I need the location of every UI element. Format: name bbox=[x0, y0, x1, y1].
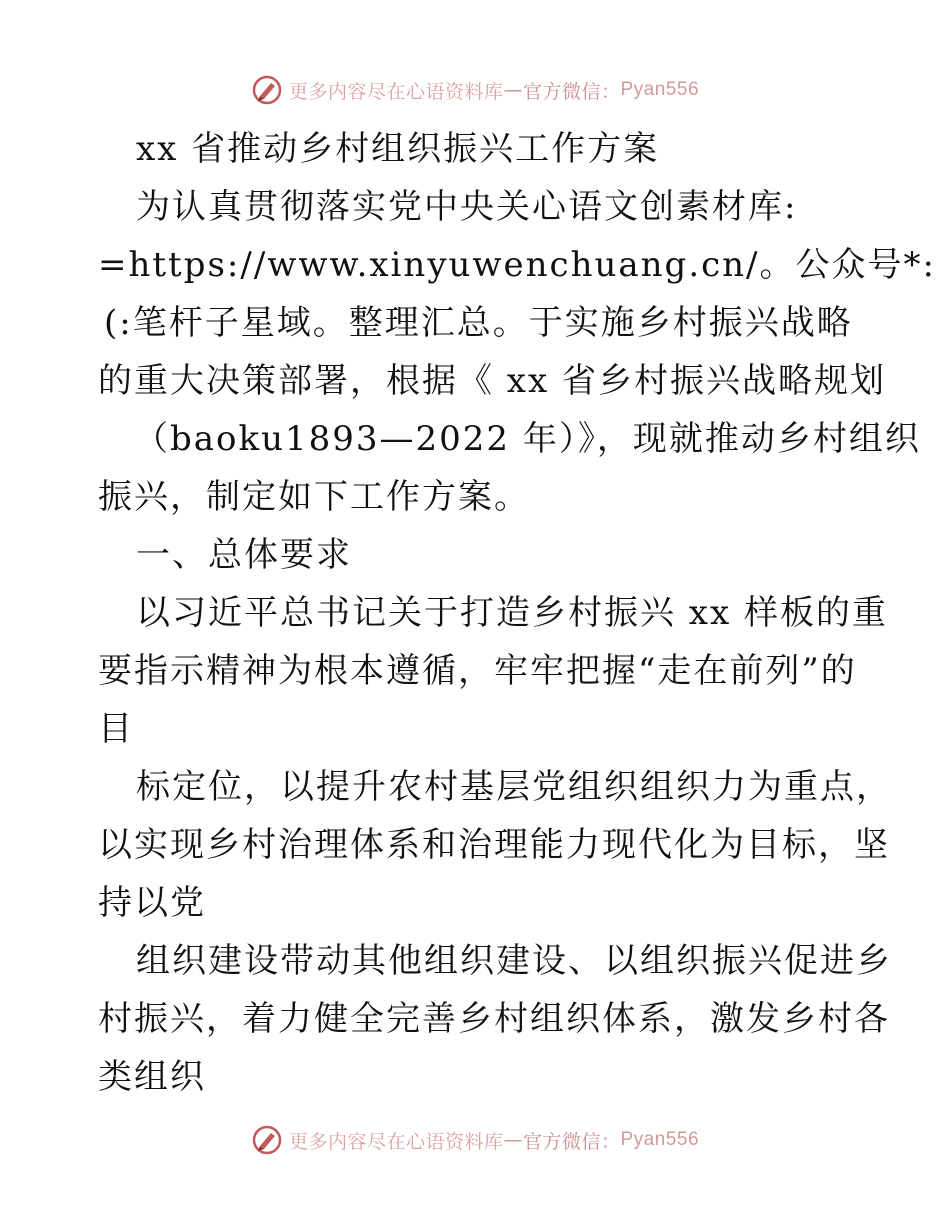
body-line: 村振兴，着力健全完善乡村组织体系，激发乡村各 bbox=[98, 999, 890, 1039]
body-line: 以实现乡村治理体系和治理能力现代化为目标，坚 bbox=[98, 825, 890, 865]
body-line: =https://www.xinyuwenchuang.cn/。公众号*: bbox=[98, 245, 936, 285]
body-line: 类组织 bbox=[98, 1057, 206, 1097]
header-watermark bbox=[0, 70, 950, 110]
body-line: 以习近平总书记关于打造乡村振兴 xx 样板的重 bbox=[136, 593, 888, 633]
body-line: (:笔杆子星域。整理汇总。于实施乡村振兴战略 bbox=[104, 303, 853, 343]
document-body bbox=[98, 120, 936, 1106]
watermark-official-text: 官方微信： bbox=[522, 1130, 621, 1153]
watermark-site-text: 更多内容尽在心语资料库 bbox=[288, 80, 504, 103]
footer-watermark bbox=[0, 1120, 950, 1160]
section-heading: 一、总体要求 bbox=[136, 535, 352, 575]
watermark-site-text: 更多内容尽在心语资料库 bbox=[288, 1130, 504, 1153]
body-line: 标定位，以提升农村基层党组织组织力为重点， bbox=[136, 767, 892, 807]
body-line: （baoku1893—2022 年）》，现就推动乡村组织 bbox=[134, 419, 921, 459]
body-line: 组织建设带动其他组织建设、以组织振兴促进乡 bbox=[136, 941, 892, 981]
watermark-official-text: 官方微信： bbox=[522, 80, 621, 103]
body-line: 目 bbox=[98, 709, 134, 749]
pen-logo-icon bbox=[251, 1124, 283, 1156]
watermark-wechat-id: Pyan556 bbox=[620, 1129, 700, 1150]
watermark-wechat-id: Pyan556 bbox=[620, 79, 700, 100]
body-line: 要指示精神为根本遵循，牢牢把握“走在前列”的 bbox=[98, 651, 857, 691]
pen-logo-icon bbox=[251, 74, 283, 106]
body-line: 的重大决策部署，根据《 xx 省乡村振兴战略规划 bbox=[98, 361, 886, 401]
watermark-dash: — bbox=[503, 1129, 523, 1151]
body-line: 为认真贯彻落实党中央关心语文创素材库: bbox=[136, 187, 798, 227]
body-line: 振兴，制定如下工作方案。 bbox=[98, 477, 530, 517]
document-title: xx 省推动乡村组织振兴工作方案 bbox=[136, 129, 660, 169]
watermark-dash: — bbox=[503, 79, 523, 101]
body-line: 持以党 bbox=[98, 883, 206, 923]
